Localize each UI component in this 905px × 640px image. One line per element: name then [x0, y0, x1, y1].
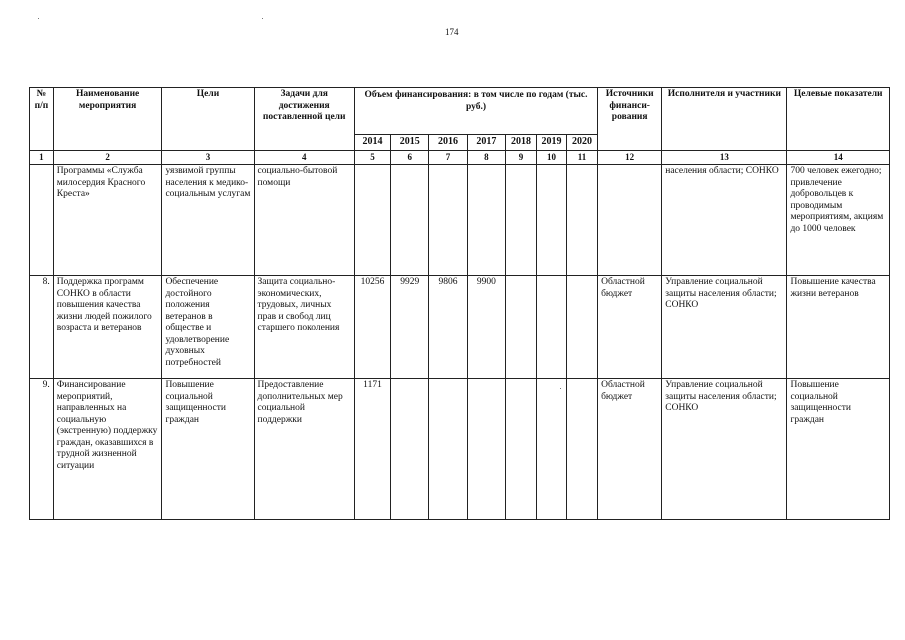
year-2018: 2018	[505, 135, 536, 151]
col-num: 14	[787, 151, 890, 165]
row-source	[598, 164, 662, 275]
table-row	[30, 378, 890, 519]
row-2020	[566, 378, 597, 519]
row-executors: Управление социальной защиты населения области; СОНКО	[662, 378, 787, 519]
row-2014: 10256	[354, 275, 390, 378]
row-source: Областной бюджет	[598, 275, 662, 378]
financing-table	[29, 87, 890, 520]
table-row	[30, 275, 890, 378]
year-2015: 2015	[391, 135, 429, 151]
row-goals: Повышение социальной защищенности граждан	[162, 378, 254, 519]
row-2016	[429, 378, 467, 519]
row-2017	[467, 164, 505, 275]
row-2018	[505, 164, 536, 275]
header-goals: Цели	[162, 88, 254, 151]
row-2015	[391, 164, 429, 275]
col-num: 10	[536, 151, 566, 165]
row-executors: населения области; СОНКО	[662, 164, 787, 275]
col-num: 8	[467, 151, 505, 165]
row-num: 8.	[30, 275, 54, 378]
row-2020	[566, 164, 597, 275]
col-num: 6	[391, 151, 429, 165]
row-2019	[536, 378, 566, 519]
column-number-row	[30, 151, 890, 165]
row-tasks: Защита социально-экономических, трудовых, личных прав и свобод лиц старшего поколения	[254, 275, 354, 378]
year-2020: 2020	[566, 135, 597, 151]
scan-speck	[560, 388, 561, 389]
row-2019	[536, 164, 566, 275]
col-num: 11	[566, 151, 597, 165]
table-row	[30, 164, 890, 275]
row-name: Программы «Служба милосердия Красного Креста»	[53, 164, 162, 275]
col-num: 3	[162, 151, 254, 165]
header-targets: Целевые показатели	[787, 88, 890, 151]
col-num: 9	[505, 151, 536, 165]
header-tasks: Задачи для достижения поставленной цели	[254, 88, 354, 151]
header-sources: Источники финанси-рования	[598, 88, 662, 151]
col-num: 4	[254, 151, 354, 165]
scan-speck	[262, 18, 263, 19]
row-2015	[391, 378, 429, 519]
col-num: 12	[598, 151, 662, 165]
header-num: № п/п	[30, 88, 54, 151]
row-num: 9.	[30, 378, 54, 519]
scan-speck	[38, 18, 39, 19]
header-row	[30, 88, 890, 135]
row-2018	[505, 275, 536, 378]
row-targets: Повышение качества жизни ветеранов	[787, 275, 890, 378]
row-name: Финансирование мероприятий, направленных на социальную (экстренную) поддержку граждан, оказавшихся в трудной жизненной ситуации	[53, 378, 162, 519]
header-executors: Исполнителя и участники	[662, 88, 787, 151]
row-num	[30, 164, 54, 275]
col-num: 5	[354, 151, 390, 165]
row-2020	[566, 275, 597, 378]
row-2017	[467, 378, 505, 519]
row-goals: уязвимой группы населения к медико-социальным услугам	[162, 164, 254, 275]
row-tasks: социально-бытовой помощи	[254, 164, 354, 275]
year-2017: 2017	[467, 135, 505, 151]
row-goals: Обеспечение достойного положения ветеранов в обществе и удовлетворение духовных потребностей	[162, 275, 254, 378]
year-2019: 2019	[536, 135, 566, 151]
year-2016: 2016	[429, 135, 467, 151]
col-num: 7	[429, 151, 467, 165]
row-2016: 9806	[429, 275, 467, 378]
row-source: Областной бюджет	[598, 378, 662, 519]
row-2018	[505, 378, 536, 519]
col-num: 13	[662, 151, 787, 165]
row-2015: 9929	[391, 275, 429, 378]
row-2014: 1171	[354, 378, 390, 519]
header-name: Наименование мероприятия	[53, 88, 162, 151]
row-targets: Повышение социальной защищенности граждан	[787, 378, 890, 519]
col-num: 1	[30, 151, 54, 165]
row-tasks: Предоставление дополнительных мер социальной поддержки	[254, 378, 354, 519]
row-name: Поддержка программ СОНКО в области повышения качества жизни людей пожилого возраста и ветеранов	[53, 275, 162, 378]
row-2017: 9900	[467, 275, 505, 378]
header-volume: Объем финансирования: в том числе по годам (тыс. руб.)	[354, 88, 597, 135]
row-executors: Управление социальной защиты населения области; СОНКО	[662, 275, 787, 378]
row-2016	[429, 164, 467, 275]
row-2019	[536, 275, 566, 378]
year-2014: 2014	[354, 135, 390, 151]
col-num: 2	[53, 151, 162, 165]
page-number: 174	[445, 27, 459, 37]
row-targets: 700 человек ежегодно; привлечение добровольцев к проводимым мероприятиям, акциям до 1000 человек	[787, 164, 890, 275]
row-2014	[354, 164, 390, 275]
